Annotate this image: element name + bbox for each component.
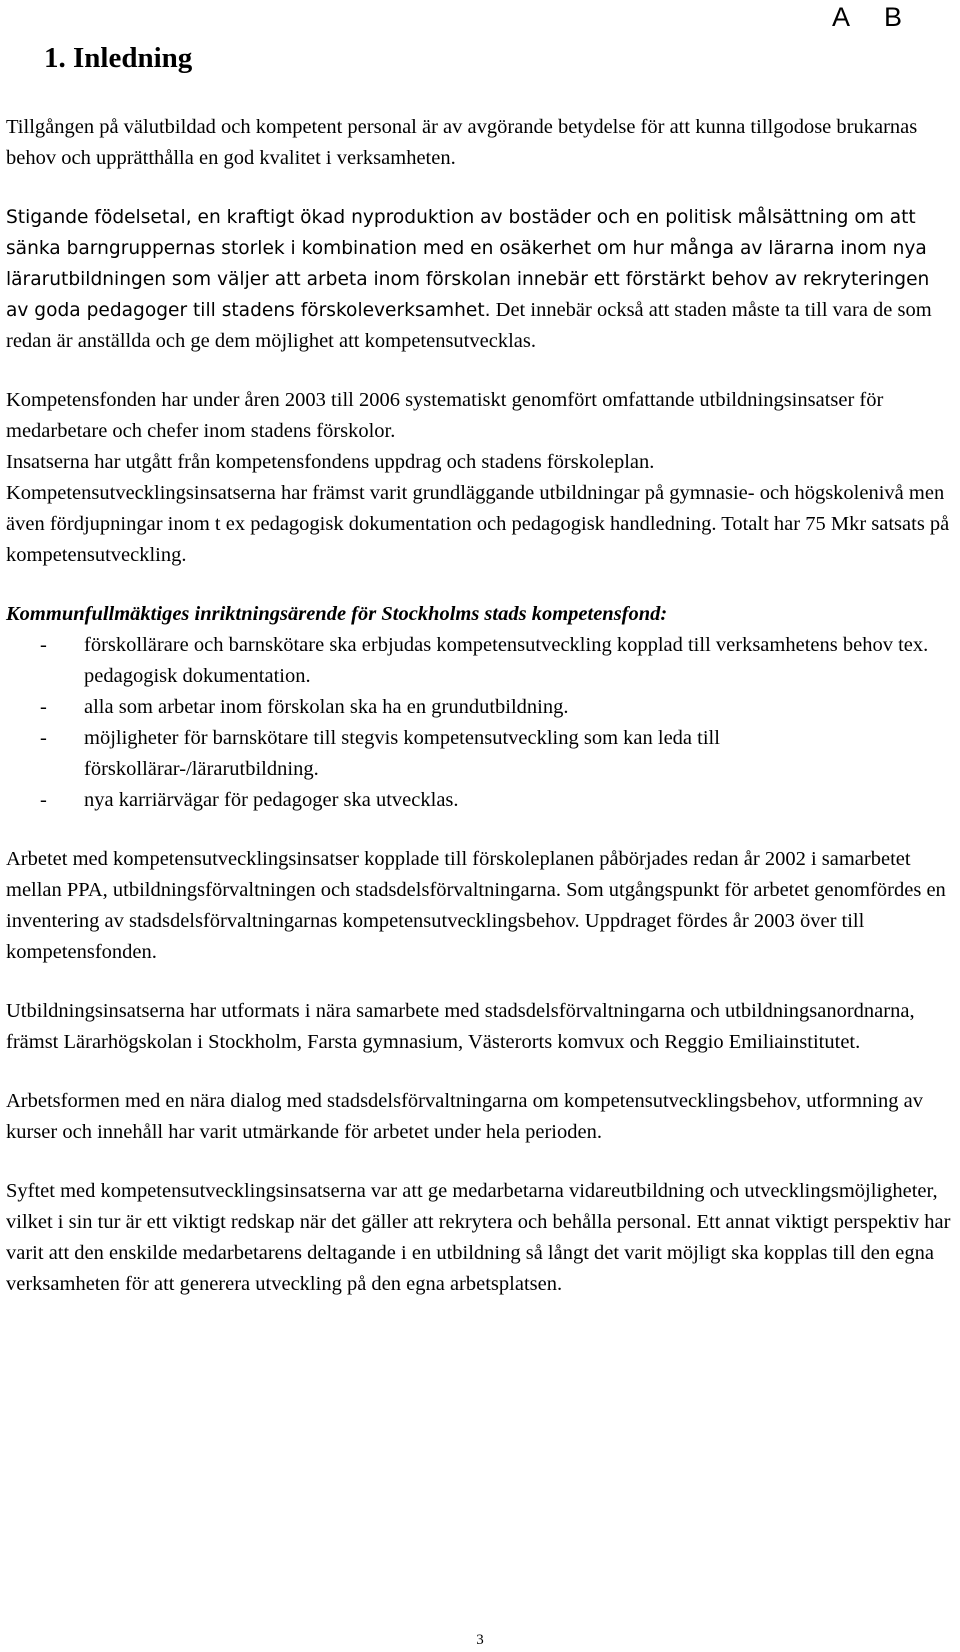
paragraph-birthrate xyxy=(6,202,956,357)
list-item xyxy=(6,785,956,816)
paragraph-birthrate-serif: Det innebär också att staden måste ta till vara de som redan är anställda och ge dem möjlighet att kompetensutvecklas. xyxy=(6,299,932,352)
paragraph-work-start: Arbetet med kompetensutvecklingsinsatser kopplade till förskoleplanen påbörjades redan år 2002 i samarbetet mellan PPA, utbildningsförvaltningen och stadsdelsförvaltningarna. Som utgångspunkt för arbetet genomfördes en inventering av stadsdelsförvaltningarnas kompetensutvecklingsbehov. Uppdraget fördes år 2003 över till kompetensfonden. xyxy=(6,848,946,963)
directive-list xyxy=(6,630,956,816)
corner-mark: A B xyxy=(831,2,916,32)
list-item-text: nya karriärvägar för pedagoger ska utvecklas. xyxy=(84,789,459,811)
paragraph-birthrate-sans: Stigande födelsetal, en kraftigt ökad nyproduktion av bostäder och en politisk målsättning om att sänka barngruppernas storlek i kombination med en osäkerhet om hur många av lärarna inom nya lärarutbildningen som väljer att arbeta inom förskolan innebär ett förstärkt behov av rekryteringen av goda pedagoger till stadens förskoleverksamhet. xyxy=(6,207,930,321)
paragraph-intro: Tillgången på välutbildad och kompetent personal är av avgörande betydelse för att kunna tillgodose brukarnas behov och upprätthålla en god kvalitet i verksamheten. xyxy=(6,116,918,169)
paragraph-purpose: Syftet med kompetensutvecklingsinsatserna var att ge medarbetarna vidareutbildning och utvecklingsmöjligheter, vilket i sin tur är ett viktigt redskap när det gäller att rekrytera och behålla personal. Ett annat viktigt perspektiv har varit att den enskilde medarbetarens deltagande i en utbildning så långt det varit möjligt ska kopplas till den egna verksamheten för att generera utveckling på den egna arbetsplatsen. xyxy=(6,1180,951,1295)
list-item-text: förskollärare och barnskötare ska erbjudas kompetensutveckling kopplad till verksamhetens behov tex. pedagogisk dokumentation. xyxy=(84,634,929,687)
paragraph-competence-fund xyxy=(6,385,956,571)
list-dash: - xyxy=(40,789,47,811)
list-dash: - xyxy=(40,727,47,749)
paragraph-competence-fund-1: Kompetensfonden har under åren 2003 till 2006 systematiskt genomfört omfattande utbildningsinsatser för medarbetare och chefer inom stadens förskolor. xyxy=(6,389,884,442)
paragraph-education-design: Utbildningsinsatserna har utformats i nära samarbete med stadsdelsförvaltningarna och utbildningsanordnarna, främst Lärarhögskolan i Stockholm, Farsta gymnasium, Västerorts komvux och Reggio Emiliainstitutet. xyxy=(6,1000,915,1053)
paragraph-work-form: Arbetsformen med en nära dialog med stadsdelsförvaltningarna om kompetensutvecklingsbehov, utformning av kurser och innehåll har varit utmärkande för arbetet under hela perioden. xyxy=(6,1090,923,1143)
page-number: 3 xyxy=(476,1632,484,1648)
list-dash: - xyxy=(40,634,47,656)
list-item xyxy=(6,723,956,785)
list-item xyxy=(6,692,956,723)
list-item-text: alla som arbetar inom förskolan ska ha en grundutbildning. xyxy=(84,696,569,718)
list-item xyxy=(6,630,956,692)
list-dash: - xyxy=(40,696,47,718)
body-text xyxy=(6,112,956,1300)
list-heading: Kommunfullmäktiges inriktningsärende för Stockholms stads kompetensfond: xyxy=(6,603,668,625)
list-item-text: möjligheter för barnskötare till stegvis kompetensutveckling som kan leda till förskollärar-/lärarutbildning. xyxy=(84,727,720,780)
section-heading: 1. Inledning xyxy=(44,42,193,74)
paragraph-competence-fund-2: Insatserna har utgått från kompetensfondens uppdrag och stadens förskoleplan. xyxy=(6,451,655,473)
paragraph-competence-fund-3: Kompetensutvecklingsinsatserna har främst varit grundläggande utbildningar på gymnasie- och högskolenivå men även fördjupningar inom t ex pedagogisk dokumentation och pedagogisk handledning. Totalt har 75 Mkr satsats på kompetensutveckling. xyxy=(6,482,950,566)
